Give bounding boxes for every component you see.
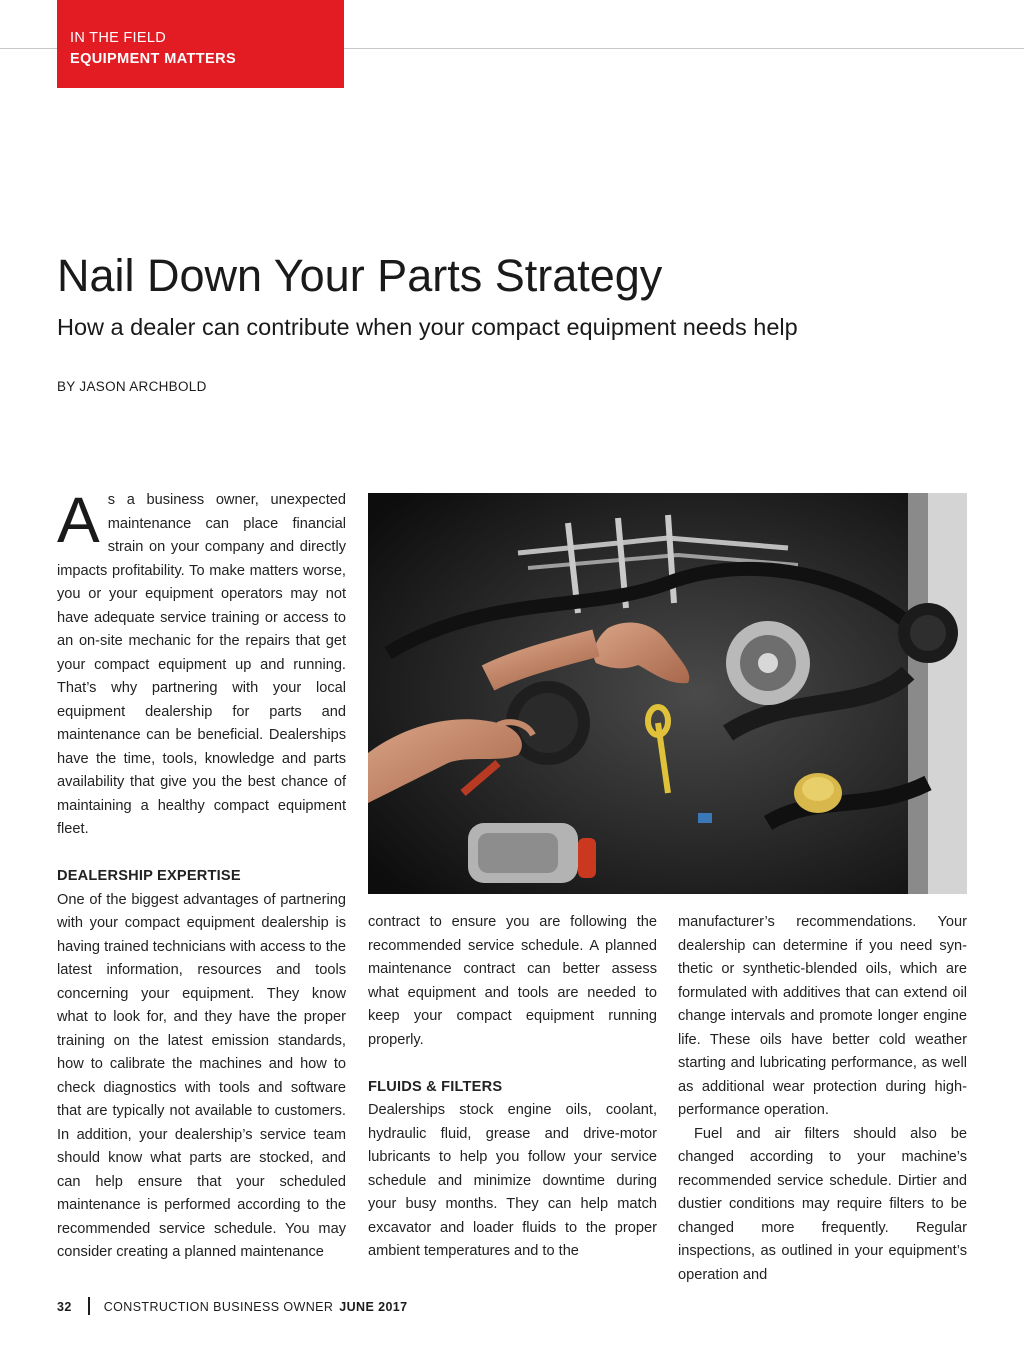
body-paragraph: manufacturer’s recommendations. Your dealership can determine if you need synthetic or synthetic-blended oils, which are formulated with additives that can extend oil change intervals and promote longer engine life. These oils have better cold weather starting and lubricating performance, as well as additional wear protection during high-performance operation.	[678, 914, 967, 1118]
article-title: Nail Down Your Parts Strategy	[57, 250, 663, 301]
page-footer	[57, 1297, 408, 1315]
intro-text: s a business owner, unexpected maintenance can place financial strain on your company and directly impacts profitability. To make matters worse, you or your equipment operators may not have adequate service training or access to an on-site mechanic for the repairs that get your compact equipment up and running. That’s why partnering with your local equipment dealership for parts and maintenance can be beneficial. Dealerships have the time, tools, knowledge and parts availability that give you the best chance of maintaining a healthy compact equipment fleet.	[57, 492, 346, 837]
intro-paragraph	[57, 484, 346, 842]
column-1	[57, 484, 346, 1265]
engine-repair-photo	[368, 493, 967, 894]
drop-cap: A	[57, 484, 100, 556]
article-byline: BY JASON ARCHBOLD	[57, 379, 207, 394]
section-kicker: IN THE FIELD	[70, 30, 166, 46]
section-tab	[57, 0, 344, 88]
footer-divider	[88, 1297, 90, 1315]
body-paragraph: Dealerships stock engine oils, coolant, hydraulic fluid, grease and drive-motor lubricants to help you follow your service schedule and minimize downtime during your busy months. They can help match excavator and loader fluids to the proper ambient temperatures and to the	[368, 1102, 657, 1259]
column-2	[368, 911, 657, 1264]
body-paragraph: One of the biggest advantages of partnering with your compact equipment dealership is having trained technicians with access to the latest information, resources and tools concerning your equipment. They know what to look for, and they have the proper training on the latest emission standards, how to calibrate the machines and how to check diagnostics with tools and software that are typically not available to customers. In addition, your dealership’s service team should know what parts are stocked, and can help ensure that your scheduled maintenance is performed according to the recommended service schedule. You may consider creating a planned maintenance	[57, 891, 346, 1260]
section-heading-dealership: DEALERSHIP EXPERTISE	[57, 868, 241, 884]
section-name: EQUIPMENT MATTERS	[70, 51, 237, 67]
column-3	[678, 911, 967, 1287]
section-heading-fluids: FLUIDS & FILTERS	[368, 1078, 503, 1095]
body-paragraph: Fuel and air filters should also be changed according to your machine’s recommended service schedule. Dirtier and dustier conditions may require filters to be changed more frequently. Regular inspections, as outlined in your equipment’s operation and	[678, 1125, 967, 1283]
issue-date: JUNE 2017	[339, 1300, 408, 1314]
page-number: 32	[57, 1300, 72, 1314]
body-paragraph: contract to ensure you are following the recommended service schedule. A planned maintenance contract can better assess what equipment and tools are needed to keep your compact equipment running properly.	[368, 914, 657, 1048]
publication-name: CONSTRUCTION BUSINESS OWNER	[103, 1300, 334, 1314]
article-subtitle: How a dealer can contribute when your compact equipment needs help	[57, 314, 798, 340]
